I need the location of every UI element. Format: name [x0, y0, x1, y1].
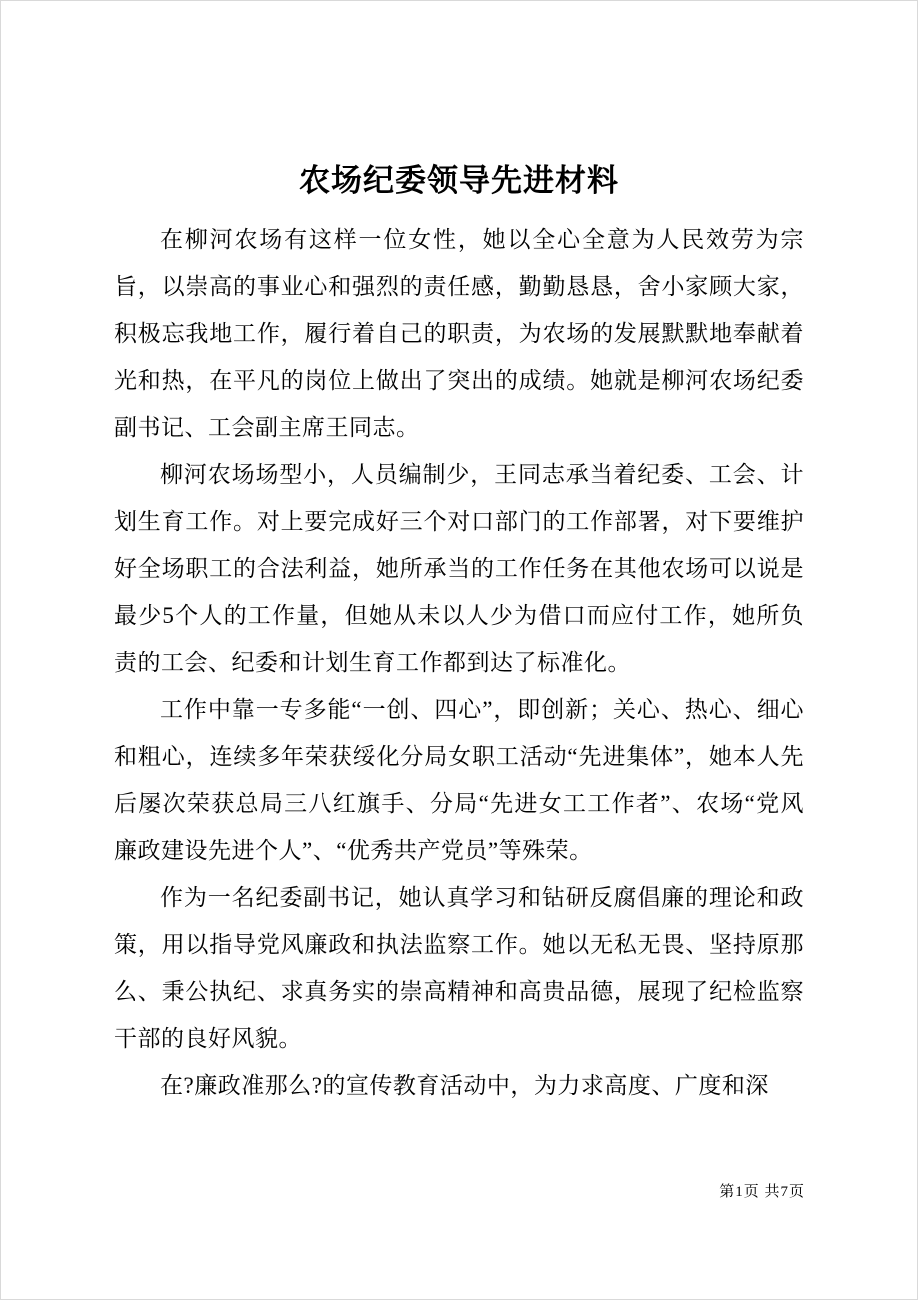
- page-title: 农场纪委领导先进材料: [299, 163, 619, 198]
- page-number-footer: 第1页 共7页: [719, 1184, 805, 1200]
- paragraph: 工作中靠一专多能“一创、四心”，即创新；关心、热心、细心和粗心，连续多年荣获绥化分局女职工活动“先进集体”，她本人先后屡次荣获总局三八红旗手、分局“先进女工工作者”、农场“党风廉政建设先进个人”、“优秀共产党员”等殊荣。: [114, 697, 804, 864]
- paragraph: 作为一名纪委副书记，她认真学习和钻研反腐倡廉的理论和政策，用以指导党风廉政和执法监察工作。她以无私无畏、坚持原那么、秉公执纪、求真务实的崇高精神和高贵品德，展现了纪检监察干部的良好风貌。: [114, 885, 804, 1052]
- paragraph: 在柳河农场有这样一位女性，她以全心全意为人民效劳为宗旨，以崇高的事业心和强烈的责任感，勤勤恳恳，舍小家顾大家，积极忘我地工作，履行着自己的职责，为农场的发展默默地奉献着光和热，在平凡的岗位上做出了突出的成绩。她就是柳河农场纪委副书记、工会副主席王同志。: [114, 227, 804, 441]
- paragraph: 在?廉政准那么?的宣传教育活动中，为力求高度、广度和深: [160, 1073, 769, 1099]
- document-body: [1, 202, 917, 1109]
- paragraph: 柳河农场场型小，人员编制少，王同志承当着纪委、工会、计划生育工作。对上要完成好三个对口部门的工作部署，对下要维护好全场职工的合法利益，她所承当的工作任务在其他农场可以说是最少5个人的工作量，但她从未以人少为借口而应付工作，她所负责的工会、纪委和计划生育工作都到达了标准化。: [114, 462, 804, 676]
